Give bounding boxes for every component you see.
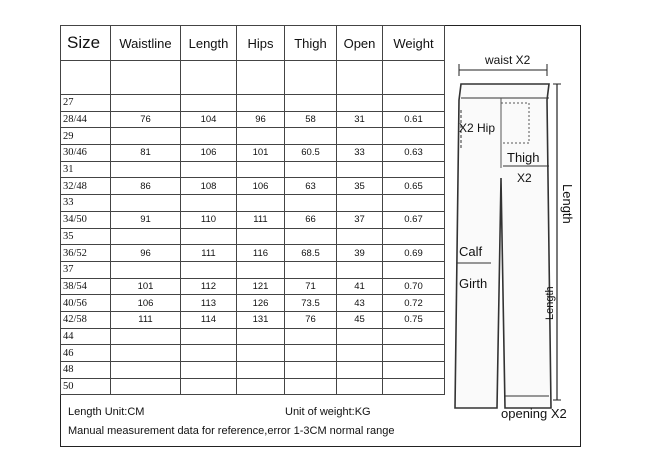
table-row xyxy=(61,295,445,312)
size-cell: 46 xyxy=(61,345,111,362)
measure-cell xyxy=(383,228,445,245)
measure-cell xyxy=(111,362,181,379)
blank-row xyxy=(61,61,445,95)
blank-cell xyxy=(237,61,285,95)
measure-cell: 116 xyxy=(237,245,285,262)
measure-cell xyxy=(285,195,337,212)
header-length: Length xyxy=(181,26,237,61)
measure-cell xyxy=(337,195,383,212)
measure-cell: 66 xyxy=(285,211,337,228)
length-inner-label: Length xyxy=(544,286,556,320)
header-open: Open xyxy=(337,26,383,61)
measure-cell: 35 xyxy=(337,178,383,195)
measure-cell: 91 xyxy=(111,211,181,228)
measure-cell: 96 xyxy=(237,111,285,128)
measure-cell: 76 xyxy=(111,111,181,128)
size-cell: 36/52 xyxy=(61,245,111,262)
header-hips: Hips xyxy=(237,26,285,61)
measure-cell: 106 xyxy=(181,145,237,162)
blank-cell xyxy=(337,61,383,95)
measure-cell xyxy=(237,362,285,379)
size-cell: 50 xyxy=(61,378,111,395)
table-row xyxy=(61,245,445,262)
pants-measurement-diagram xyxy=(445,48,580,433)
measure-cell xyxy=(285,378,337,395)
measure-cell xyxy=(181,261,237,278)
size-cell: 40/56 xyxy=(61,295,111,312)
measure-cell: 0.61 xyxy=(383,111,445,128)
blank-cell xyxy=(111,61,181,95)
measure-cell: 112 xyxy=(181,278,237,295)
measure-cell xyxy=(285,228,337,245)
measure-cell: 33 xyxy=(337,145,383,162)
pants-illustration xyxy=(445,48,580,433)
measure-cell xyxy=(111,328,181,345)
blank-cell xyxy=(285,61,337,95)
measure-cell xyxy=(237,228,285,245)
measure-cell: 81 xyxy=(111,145,181,162)
length-side-label: Length xyxy=(560,184,575,224)
size-cell: 37 xyxy=(61,261,111,278)
size-cell: 48 xyxy=(61,362,111,379)
measure-cell xyxy=(337,95,383,112)
measure-cell: 101 xyxy=(111,278,181,295)
measure-cell xyxy=(337,228,383,245)
measure-cell: 0.65 xyxy=(383,178,445,195)
blank-cell xyxy=(61,61,111,95)
measure-cell xyxy=(337,261,383,278)
measure-cell: 0.70 xyxy=(383,278,445,295)
table-row xyxy=(61,195,445,212)
measure-cell: 39 xyxy=(337,245,383,262)
measure-cell xyxy=(285,328,337,345)
measure-cell xyxy=(181,228,237,245)
size-cell: 42/58 xyxy=(61,311,111,328)
measure-cell xyxy=(337,378,383,395)
measure-cell: 108 xyxy=(181,178,237,195)
opening-label: opening X2 xyxy=(501,406,567,421)
measure-cell: 73.5 xyxy=(285,295,337,312)
size-chart-table xyxy=(60,25,445,395)
thigh-label: Thigh xyxy=(507,150,540,165)
measure-cell: 41 xyxy=(337,278,383,295)
header-waistline: Waistline xyxy=(111,26,181,61)
measure-cell xyxy=(285,345,337,362)
measure-cell xyxy=(383,261,445,278)
hip-label: X2 Hip xyxy=(459,121,496,135)
table-row xyxy=(61,95,445,112)
measure-cell xyxy=(181,161,237,178)
measure-cell: 104 xyxy=(181,111,237,128)
measure-cell: 114 xyxy=(181,311,237,328)
measure-cell xyxy=(383,128,445,145)
measure-cell xyxy=(383,345,445,362)
measure-cell: 96 xyxy=(111,245,181,262)
measure-cell xyxy=(337,128,383,145)
measure-cell xyxy=(181,195,237,212)
measure-cell xyxy=(181,345,237,362)
measure-cell xyxy=(337,345,383,362)
table-row xyxy=(61,228,445,245)
measure-cell: 58 xyxy=(285,111,337,128)
measure-cell: 121 xyxy=(237,278,285,295)
size-cell: 33 xyxy=(61,195,111,212)
measure-cell: 131 xyxy=(237,311,285,328)
measure-cell xyxy=(181,128,237,145)
measure-cell xyxy=(111,95,181,112)
length-unit-note: Length Unit:CM xyxy=(68,406,145,418)
size-cell: 27 xyxy=(61,95,111,112)
measure-cell xyxy=(383,195,445,212)
weight-unit-note: Unit of weight:KG xyxy=(285,406,371,418)
table-row xyxy=(61,278,445,295)
measure-cell xyxy=(285,161,337,178)
size-cell: 34/50 xyxy=(61,211,111,228)
table-row xyxy=(61,328,445,345)
measure-cell xyxy=(111,261,181,278)
measure-cell xyxy=(181,328,237,345)
measure-cell: 68.5 xyxy=(285,245,337,262)
measure-cell xyxy=(181,362,237,379)
measure-cell: 37 xyxy=(337,211,383,228)
table-row xyxy=(61,178,445,195)
measure-cell xyxy=(237,128,285,145)
table-row xyxy=(61,211,445,228)
table-row xyxy=(61,128,445,145)
blank-cell xyxy=(383,61,445,95)
table-row xyxy=(61,362,445,379)
measure-cell: 111 xyxy=(237,211,285,228)
measure-cell xyxy=(181,95,237,112)
blank-cell xyxy=(181,61,237,95)
measure-cell xyxy=(383,95,445,112)
measure-cell xyxy=(237,261,285,278)
measure-cell: 76 xyxy=(285,311,337,328)
measure-cell: 0.69 xyxy=(383,245,445,262)
measure-cell: 86 xyxy=(111,178,181,195)
measure-cell xyxy=(111,228,181,245)
measure-cell: 111 xyxy=(181,245,237,262)
measure-cell: 111 xyxy=(111,311,181,328)
size-cell: 30/46 xyxy=(61,145,111,162)
measure-cell: 110 xyxy=(181,211,237,228)
measure-cell xyxy=(285,362,337,379)
measure-cell: 71 xyxy=(285,278,337,295)
measure-cell: 106 xyxy=(237,178,285,195)
table-row xyxy=(61,161,445,178)
measure-cell: 0.75 xyxy=(383,311,445,328)
measure-cell: 113 xyxy=(181,295,237,312)
measure-cell xyxy=(285,128,337,145)
measure-cell xyxy=(237,95,285,112)
measure-cell xyxy=(383,328,445,345)
calf-label: Calf xyxy=(459,244,483,259)
header-thigh: Thigh xyxy=(285,26,337,61)
measure-cell xyxy=(285,95,337,112)
measure-cell xyxy=(237,161,285,178)
size-cell: 38/54 xyxy=(61,278,111,295)
measure-cell xyxy=(111,161,181,178)
measure-cell xyxy=(383,161,445,178)
measure-cell xyxy=(111,378,181,395)
measure-cell xyxy=(337,161,383,178)
table-row xyxy=(61,261,445,278)
thigh-x2-label: X2 xyxy=(517,171,532,185)
table-row xyxy=(61,378,445,395)
header-row xyxy=(61,26,445,61)
measure-cell xyxy=(337,362,383,379)
measure-cell xyxy=(237,195,285,212)
measure-cell: 43 xyxy=(337,295,383,312)
table-row xyxy=(61,345,445,362)
size-cell: 28/44 xyxy=(61,111,111,128)
measure-cell: 31 xyxy=(337,111,383,128)
header-size: Size xyxy=(61,26,111,61)
size-cell: 44 xyxy=(61,328,111,345)
measure-cell: 45 xyxy=(337,311,383,328)
size-cell: 29 xyxy=(61,128,111,145)
waist-label: waist X2 xyxy=(485,53,531,67)
measure-cell xyxy=(237,378,285,395)
measure-cell xyxy=(337,328,383,345)
size-cell: 32/48 xyxy=(61,178,111,195)
table-row xyxy=(61,111,445,128)
measure-cell: 0.67 xyxy=(383,211,445,228)
table-row xyxy=(61,311,445,328)
measure-cell: 63 xyxy=(285,178,337,195)
measure-cell xyxy=(383,378,445,395)
measure-cell xyxy=(383,362,445,379)
measure-cell: 60.5 xyxy=(285,145,337,162)
measure-cell xyxy=(181,378,237,395)
size-cell: 35 xyxy=(61,228,111,245)
measure-cell xyxy=(285,261,337,278)
header-weight: Weight xyxy=(383,26,445,61)
measure-cell xyxy=(237,328,285,345)
measure-cell: 101 xyxy=(237,145,285,162)
measure-cell: 126 xyxy=(237,295,285,312)
measure-cell: 0.72 xyxy=(383,295,445,312)
measure-cell xyxy=(111,345,181,362)
measure-cell: 106 xyxy=(111,295,181,312)
table-row xyxy=(61,145,445,162)
measure-cell xyxy=(237,345,285,362)
measure-cell xyxy=(111,128,181,145)
size-cell: 31 xyxy=(61,161,111,178)
measure-cell xyxy=(111,195,181,212)
measure-cell: 0.63 xyxy=(383,145,445,162)
disclaimer-note: Manual measurement data for reference,error 1-3CM normal range xyxy=(68,425,395,437)
girth-label: Girth xyxy=(459,276,488,291)
